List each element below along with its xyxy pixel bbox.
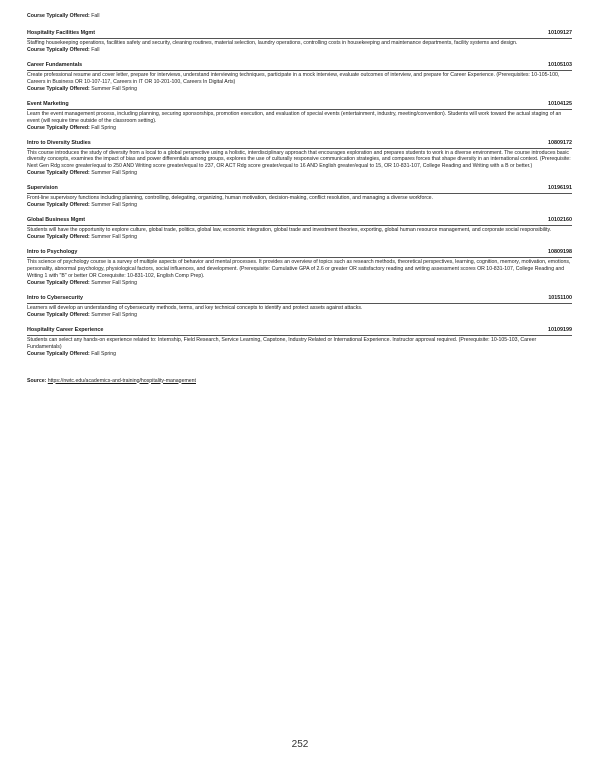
course-description: Students will have the opportunity to explore culture, global trade, politics, global law, economic integration, global trade and investment theories, exporting, global human resource management, and corporate social responsibility. (27, 227, 552, 234)
course-code: 10102160 (548, 217, 572, 224)
course-description: Staffing housekeeping operations, facilities safety and security, cleaning routines, material selection, laundry operations, controlling costs in housekeeping and maintenance departments, facility systems and design. (27, 40, 518, 46)
offered-value: Fall (91, 13, 100, 19)
course-entry (27, 140, 572, 178)
source-line (27, 378, 572, 385)
offered-value: Summer Fall Spring (91, 85, 138, 92)
course-title: Event Marketing (27, 100, 69, 107)
source-link[interactable]: https://nwtc.edu/academics-and-training/hospitality-management (47, 377, 196, 384)
course-list (27, 30, 572, 358)
course-title: Supervision (27, 185, 58, 192)
course-header (27, 30, 572, 39)
course-code: 10196191 (548, 185, 572, 192)
page-number: 252 (291, 739, 309, 750)
course-title: Global Business Mgmt (27, 217, 86, 224)
course-code: 10809198 (548, 249, 572, 256)
course-description: Learn the event management process, including planning, securing sponsorships, promotion execution, and evaluation of special events (entertainment, industry, meeting/convention). Students will work toward the actual staging of an event (will require time outside of the classroom setting). (27, 110, 562, 124)
course-entry (27, 30, 572, 54)
course-description: Learners will develop an understanding of cybersecurity methods, terms, and key technical concepts to identify and protect assets against attacks. (27, 304, 363, 311)
course-offered-line (27, 86, 572, 93)
source-label: Source: (27, 377, 47, 384)
course-header (27, 327, 572, 336)
offered-label: Course Typically Offered: (27, 46, 90, 53)
course-title: Intro to Diversity Studies (27, 139, 91, 146)
offered-value: Summer Fall Spring (91, 311, 138, 318)
offered-value: Summer Fall Spring (91, 202, 138, 209)
course-code: 10105103 (548, 61, 572, 68)
course-offered-line (27, 202, 572, 209)
top-offered-line (27, 13, 572, 20)
course-entry (27, 62, 572, 93)
course-description: Students can select any hands-on experience related to: Internship, Field Research, Service Learning, Capstone, Industry Related or International Experience. Instructor approval required. (Prerequisite: 10-105-103, Career Fundamentals) (27, 336, 537, 350)
offered-label: Course Typically Offered: (27, 350, 90, 357)
offered-value: Summer Fall Spring (91, 170, 138, 177)
course-header (27, 249, 572, 258)
course-offered-line (27, 280, 572, 287)
course-description: Create professional resume and cover letter, prepare for interviews, understand interviewing techniques, participate in a mock interview, evaluate outcomes of interview, and prepare for Career Experience. (Prerequisites: 10-105-100, Careers in Business OR 10-107-117, Careers in IT OR 10-201-100, Careers In Digital Arts) (27, 71, 560, 85)
course-title: Hospitality Facilities Mgmt (27, 30, 95, 36)
offered-label: Course Typically Offered: (27, 85, 90, 92)
course-description: Front-line supervisory functions including planning, controlling, delegating, organizing, human motivation, decision-making, conflict resolution, and managing a diverse workforce. (27, 195, 433, 202)
course-description: This science of psychology course is a survey of multiple aspects of behavior and mental processes. It provides an overview of topics such as research methods, theoretical perspectives, learning, cognition, memory, motivation, emotions, personality, abnormal psychology, physiological factors, social influences, and development. (Prerequisite: Cumulative GPA of 2.6 or greater OR satisfactory reading and writing assessment scores OR 10-831-107, College Reading and Writing 1 with "B" or better OR Corequisite: 10-831-102, English Comp Prep). (27, 259, 571, 279)
course-header (27, 140, 572, 149)
course-header (27, 217, 572, 226)
offered-value: Fall Spring (91, 124, 116, 131)
course-title: Hospitality Career Experience (27, 326, 104, 333)
offered-label: Course Typically Offered: (27, 279, 90, 286)
course-entry (27, 101, 572, 132)
course-title: Career Fundamentals (27, 61, 83, 68)
course-entry (27, 295, 572, 319)
course-entry (27, 249, 572, 287)
offered-value: Fall Spring (91, 350, 116, 357)
course-entry (27, 327, 572, 358)
course-code: 10151100 (548, 294, 572, 301)
offered-label: Course Typically Offered: (27, 13, 90, 19)
course-code: 10104125 (548, 100, 572, 107)
offered-value: Summer Fall Spring (91, 234, 138, 241)
course-offered-line (27, 47, 572, 54)
course-header (27, 295, 572, 304)
course-code: 10109199 (548, 326, 572, 333)
offered-label: Course Typically Offered: (27, 202, 90, 209)
course-entry (27, 217, 572, 241)
offered-value: Fall (91, 46, 100, 53)
course-title: Intro to Psychology (27, 249, 78, 256)
course-title: Intro to Cybersecurity (27, 294, 84, 301)
document-page (27, 13, 572, 385)
course-code: 10109127 (548, 30, 572, 36)
course-code: 10809172 (548, 139, 572, 146)
offered-label: Course Typically Offered: (27, 234, 90, 241)
offered-label: Course Typically Offered: (27, 124, 90, 131)
course-header (27, 101, 572, 110)
offered-value: Summer Fall Spring (91, 279, 138, 286)
offered-label: Course Typically Offered: (27, 170, 90, 177)
course-offered-line (27, 351, 572, 358)
course-offered-line (27, 234, 572, 241)
course-offered-line (27, 170, 572, 177)
offered-label: Course Typically Offered: (27, 311, 90, 318)
course-header (27, 62, 572, 71)
course-description: This course introduces the study of diversity from a local to a global perspective using a holistic, interdisciplinary approach that encourages exploration and prepares students to work in a diverse environment. The course introduces basic diversity concepts, examines the impact of bias and power differentials among groups, explores the use of culturally responsive communication strategies, and compares forces that shape diversity in an international context. (Prerequisite: Next Gen Rdg score greater/equal to 250 AND Writing score greater/equal to 237, OR ACT Rdg score greater/equal to 16 AND English greater/equal to 15, OR 10-831-107, College Reading and Writing with a B or better.) (27, 149, 571, 170)
course-offered-line (27, 125, 572, 132)
course-header (27, 185, 572, 194)
course-offered-line (27, 312, 572, 319)
course-entry (27, 185, 572, 209)
